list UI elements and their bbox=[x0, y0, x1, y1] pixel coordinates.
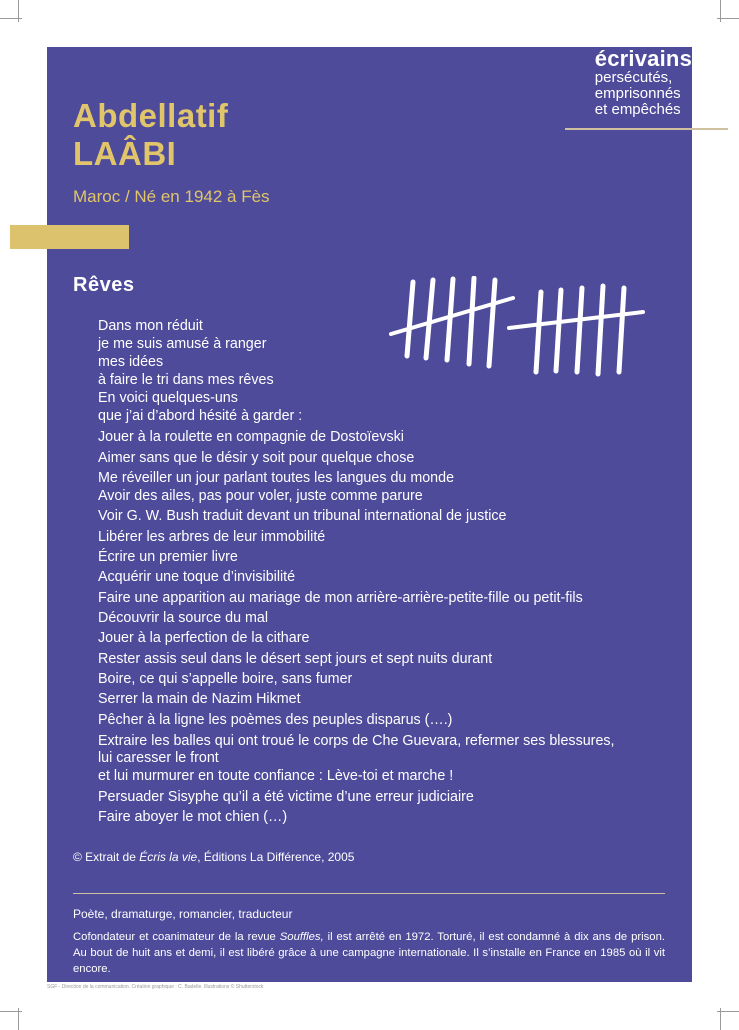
poem-line: Jouer à la perfection de la cithare bbox=[98, 630, 310, 646]
crop-mark bbox=[717, 1011, 739, 1012]
credit-book-title: Écris la vie bbox=[139, 850, 198, 864]
poem-line: Serrer la main de Nazim Hikmet bbox=[98, 691, 301, 707]
author-origin: Maroc / Né en 1942 à Fès bbox=[73, 187, 270, 206]
poem-line: je me suis amusé à ranger bbox=[98, 336, 267, 352]
poem-line: Faire aboyer le mot chien (…) bbox=[98, 809, 288, 825]
poem-line: Acquérir une toque d’invisibilité bbox=[98, 569, 296, 585]
poem-line: En voici quelques-uns bbox=[98, 390, 238, 406]
tally-marks-icon bbox=[385, 276, 647, 378]
logo-line: persécutés, bbox=[594, 69, 673, 86]
bio-text: Cofondateur et coanimateur de la revue bbox=[73, 931, 280, 943]
logo-line: emprisonnés bbox=[594, 85, 681, 102]
poem-line: que j’ai d’abord hésité à garder : bbox=[98, 408, 303, 424]
poem-line: et lui murmurer en toute confiance : Lève-toi et marche ! bbox=[98, 768, 454, 784]
crop-mark bbox=[0, 1011, 22, 1012]
logo-line: et empêchés bbox=[594, 101, 681, 118]
poem-line: Rester assis seul dans le désert sept jours et sept nuits durant bbox=[98, 651, 493, 667]
poem-line: Pêcher à la ligne les poèmes des peuples disparus (….) bbox=[98, 712, 453, 728]
divider bbox=[73, 893, 665, 894]
poem-line: Jouer à la roulette en compagnie de Dostoïevski bbox=[98, 429, 404, 445]
poem-line: Écrire un premier livre bbox=[98, 549, 238, 565]
logo-underline bbox=[565, 128, 728, 130]
poem-title: Rêves bbox=[73, 274, 135, 296]
crop-mark bbox=[0, 18, 22, 19]
poem-line: Découvrir la source du mal bbox=[98, 610, 269, 626]
credit-prefix: © Extrait de bbox=[73, 850, 140, 864]
poem-line: Persuader Sisyphe qu’il a été victime d’une erreur judiciaire bbox=[98, 789, 474, 805]
poem-line: mes idées bbox=[98, 354, 164, 370]
author-bio bbox=[73, 929, 665, 977]
poem-line: Dans mon réduit bbox=[98, 318, 203, 334]
author-last-name: LAÂBI bbox=[73, 135, 177, 172]
poem-line: Libérer les arbres de leur immobilité bbox=[98, 529, 326, 545]
poem-line: lui caresser le front bbox=[98, 750, 219, 766]
poem-line: Boire, ce qui s’appelle boire, sans fumer bbox=[98, 671, 353, 687]
author-name bbox=[73, 97, 228, 173]
bio-journal: Souffles, bbox=[279, 931, 324, 943]
poem-line: Faire une apparition au mariage de mon arrière-arrière-petite-fille ou petit-fils bbox=[98, 590, 583, 606]
series-logo bbox=[595, 48, 692, 118]
poem-line: à faire le tri dans mes rêves bbox=[98, 372, 274, 388]
author-role: Poète, dramaturge, romancier, traducteur bbox=[73, 907, 293, 921]
poem-line: Voir G. W. Bush traduit devant un tribunal international de justice bbox=[98, 508, 507, 524]
author-first-name: Abdellatif bbox=[73, 97, 229, 134]
print-footnote: SGF - Direction de la communication. Création graphique : C. Badelle. Illustrations © Shutterstock bbox=[47, 984, 264, 990]
crop-mark bbox=[717, 18, 739, 19]
poem-line: Avoir des ailes, pas pour voler, juste comme parure bbox=[98, 488, 423, 504]
accent-bar bbox=[10, 225, 129, 249]
logo-line: écrivains bbox=[594, 46, 692, 71]
credit-suffix: , Éditions La Différence, 2005 bbox=[197, 850, 355, 864]
poem-line: Me réveiller un jour parlant toutes les langues du monde bbox=[98, 470, 455, 486]
bio-text: il est arrêté en 1972. Torturé, il est condamné à dix ans de prison. Au bout de huit ans et demi, il est libéré grâce à une campagne internationale. Il s’installe en France en 1985 où il vit encore. bbox=[73, 931, 665, 975]
source-credit bbox=[73, 850, 354, 864]
poem-line: Extraire les balles qui ont troué le corps de Che Guevara, refermer ses blessures, bbox=[98, 733, 615, 749]
poem-line: Aimer sans que le désir y soit pour quelque chose bbox=[98, 450, 415, 466]
